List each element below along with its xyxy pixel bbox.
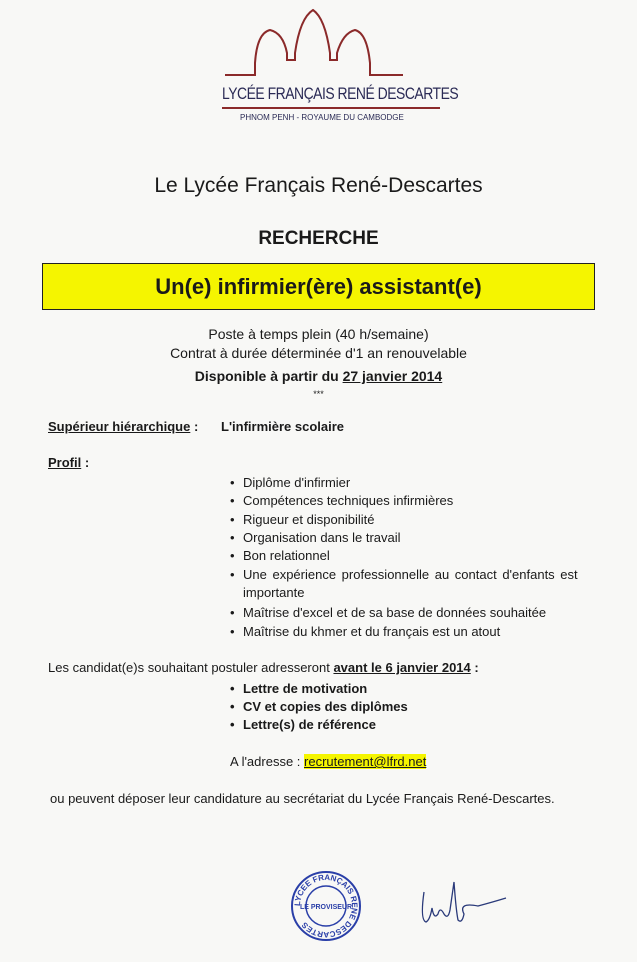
logo-underline [222, 107, 440, 109]
intro-colon: : [470, 660, 479, 675]
profile-item: • Bon relationnel [243, 548, 330, 563]
address-label: A l'adresse : [230, 754, 305, 769]
superior-value: L'infirmière scolaire [221, 419, 345, 434]
profile-item: • Maîtrise d'excel et de sa base de données souhaitée [243, 605, 546, 620]
separator: *** [313, 389, 324, 399]
availability-date: 27 janvier 2014 [342, 368, 443, 384]
stamp-ring-text: LYCEE FRANÇAIS RENE DESCARTES [292, 872, 360, 940]
profile-label: Profil [48, 455, 82, 470]
profile-item: • Organisation dans le travail [243, 530, 401, 545]
heading: RECHERCHE [258, 228, 379, 249]
signature [418, 880, 508, 930]
document-item: • Lettre(s) de référence [243, 717, 376, 732]
deadline: avant le 6 janvier 2014 [333, 660, 471, 675]
profile-item: • Compétences techniques infirmières [243, 493, 453, 508]
superior-label: Supérieur hiérarchique [48, 419, 191, 434]
address-row [230, 754, 426, 769]
logo-subtitle: PHNOM PENH - ROYAUME DU CAMBODGE [240, 113, 404, 122]
position-title-box [42, 263, 595, 310]
alternative-text: ou peuvent déposer leur candidature au secrétariat du Lycée Français René-Descartes. [50, 791, 555, 806]
superior-colon: : [190, 419, 199, 434]
application-intro [48, 660, 479, 675]
logo-name: LYCÉE FRANÇAIS RENÉ DESCARTES [222, 84, 459, 103]
profile-label-row [48, 455, 89, 470]
document-item: • CV et copies des diplômes [243, 699, 408, 714]
availability-label: Disponible à partir du [194, 368, 343, 384]
terms-line-2: Contrat à durée déterminée d'1 an renouvelable [170, 345, 467, 361]
profile-item: • Maîtrise du khmer et du français est un atout [243, 624, 500, 639]
terms-line-3 [0, 368, 637, 384]
intro-text: Les candidat(e)s souhaitant postuler adresseront [48, 660, 334, 675]
stamp-center-text: LE PROVISEUR [299, 904, 353, 911]
terms-line-1: Poste à temps plein (40 h/semaine) [208, 326, 429, 342]
institution-name: Le Lycée Français René-Descartes [154, 174, 483, 197]
school-logo-arches [225, 8, 440, 78]
profile-colon: : [81, 455, 90, 470]
profile-item: • Diplôme d'infirmier [243, 475, 350, 490]
official-stamp [290, 870, 362, 942]
document-item: • Lettre de motivation [243, 681, 367, 696]
profile-item: • Rigueur et disponibilité [243, 512, 375, 527]
profile-item-continued: importante [243, 585, 305, 600]
superior-label-row [48, 419, 198, 434]
position-title: Un(e) infirmier(ère) assistant(e) [155, 274, 482, 299]
email-link[interactable]: recrutement@lfrd.net [304, 754, 427, 769]
profile-item: • Une expérience professionnelle au contact d'enfants est [243, 567, 578, 582]
